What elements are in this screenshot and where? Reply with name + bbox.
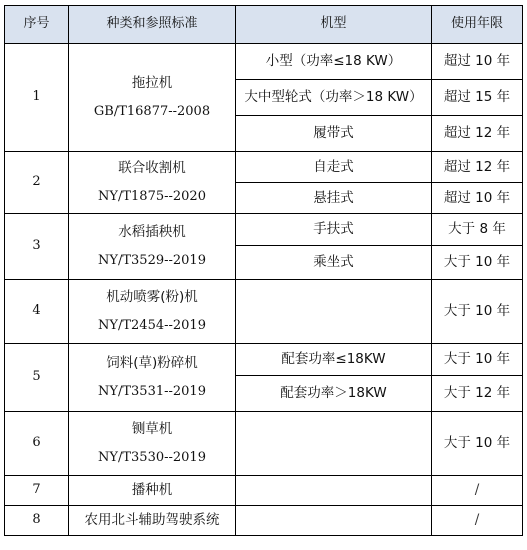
row-number: 4 xyxy=(5,280,69,344)
model-cell: 小型（功率≤18 KW） xyxy=(236,44,432,80)
table-row xyxy=(5,44,523,80)
model-cell: 乘坐式 xyxy=(236,246,432,280)
header-row xyxy=(5,6,523,44)
machine-name: 联合收割机 xyxy=(118,159,186,176)
model-cell: 大中型轮式（功率＞18 KW） xyxy=(236,80,432,116)
machine-name: 水稻插秧机 xyxy=(118,223,186,240)
service-life-table xyxy=(4,5,523,536)
model-cell xyxy=(236,280,432,344)
machine-standard: NY/T3529--2019 xyxy=(98,252,206,268)
row-number: 7 xyxy=(5,476,69,506)
machine-cell xyxy=(69,152,236,214)
header-no: 序号 xyxy=(5,6,69,44)
model-cell xyxy=(236,506,432,536)
service-life-cell: / xyxy=(432,506,523,536)
service-life-cell: 大于 10 年 xyxy=(432,412,523,476)
machine-cell xyxy=(69,44,236,152)
service-life-cell: 大于 12 年 xyxy=(432,376,523,412)
machine-name: 饲料(草)粉碎机 xyxy=(106,354,198,371)
table-row xyxy=(5,214,523,246)
machine-standard: GB/T16877--2008 xyxy=(93,103,211,119)
machine-standard: NY/T2454--2019 xyxy=(98,317,206,333)
service-life-cell: 超过 15 年 xyxy=(432,80,523,116)
service-life-cell: 超过 10 年 xyxy=(432,183,523,214)
model-cell: 悬挂式 xyxy=(236,183,432,214)
model-cell: 配套功率＞18KW xyxy=(236,376,432,412)
machine-cell xyxy=(69,214,236,280)
machine-cell xyxy=(69,280,236,344)
model-cell: 手扶式 xyxy=(236,214,432,246)
service-life-cell: 超过 12 年 xyxy=(432,152,523,183)
table-row xyxy=(5,506,523,536)
row-number: 2 xyxy=(5,152,69,214)
machine-cell xyxy=(69,412,236,476)
machine-standard: NY/T3530--2019 xyxy=(98,449,206,465)
machine-name: 拖拉机 xyxy=(131,74,173,91)
model-cell xyxy=(236,412,432,476)
machine-standard: NY/T3531--2019 xyxy=(98,383,206,399)
row-number: 6 xyxy=(5,412,69,476)
machine-cell xyxy=(69,506,236,536)
table-row xyxy=(5,280,523,344)
row-number: 1 xyxy=(5,44,69,152)
model-cell: 履带式 xyxy=(236,116,432,152)
row-number: 3 xyxy=(5,214,69,280)
header-service-life: 使用年限 xyxy=(432,6,523,44)
service-life-cell: 超过 10 年 xyxy=(432,44,523,80)
header-model: 机型 xyxy=(236,6,432,44)
service-life-cell: 大于 8 年 xyxy=(432,214,523,246)
machine-name: 铡草机 xyxy=(131,420,173,437)
header-type-standard: 种类和参照标准 xyxy=(69,6,236,44)
service-life-cell: 大于 10 年 xyxy=(432,246,523,280)
model-cell xyxy=(236,476,432,506)
machine-name: 农用北斗辅助驾驶系统 xyxy=(84,512,220,529)
machine-name: 播种机 xyxy=(131,482,173,499)
service-life-cell: 大于 10 年 xyxy=(432,344,523,376)
table-row xyxy=(5,476,523,506)
machine-standard: NY/T1875--2020 xyxy=(98,188,206,204)
machine-cell xyxy=(69,344,236,412)
service-life-cell: / xyxy=(432,476,523,506)
table-row xyxy=(5,412,523,476)
page xyxy=(4,5,522,536)
service-life-cell: 超过 12 年 xyxy=(432,116,523,152)
table-row xyxy=(5,344,523,376)
model-cell: 自走式 xyxy=(236,152,432,183)
row-number: 8 xyxy=(5,506,69,536)
machine-cell xyxy=(69,476,236,506)
model-cell: 配套功率≤18KW xyxy=(236,344,432,376)
row-number: 5 xyxy=(5,344,69,412)
service-life-cell: 大于 10 年 xyxy=(432,280,523,344)
table-row xyxy=(5,152,523,183)
machine-name: 机动喷雾(粉)机 xyxy=(106,288,198,305)
